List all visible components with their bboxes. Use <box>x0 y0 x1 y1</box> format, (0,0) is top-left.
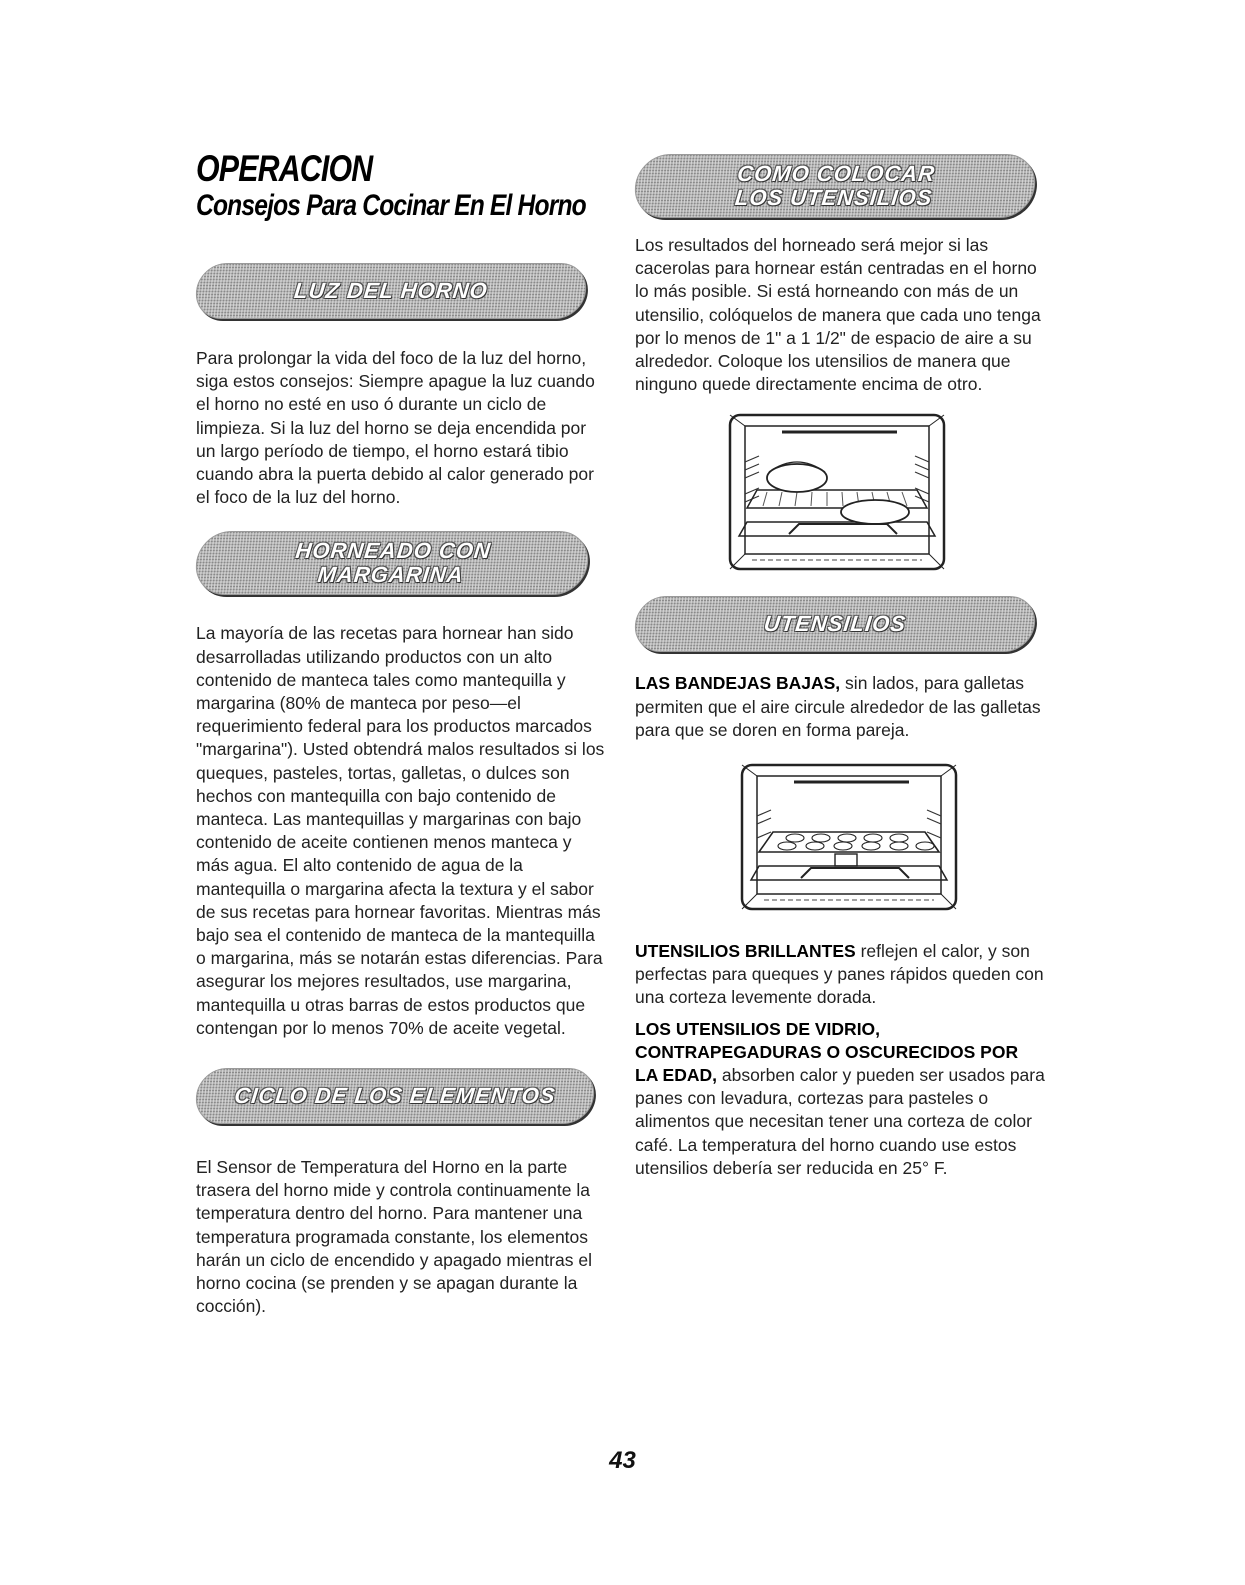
ciclo-text: El Sensor de Temperatura del Horno en la parte trasera del horno mide y controla continuamente la temperatura dentro del horno. Para mantener una temperatura programada constante, los elementos harán un ciclo de encendido y apagado mientras el horno cocina (se prenden y se apagan durante la cocción). <box>196 1157 592 1317</box>
brillantes-lead: UTENSILIOS BRILLANTES <box>635 941 856 962</box>
banner-ciclo-text: CICLO DE LOS ELEMENTOS <box>233 1083 557 1109</box>
banner-margarina-line2: MARGARINA <box>316 562 466 588</box>
banner-margarina-line1: HORNEADO CON <box>294 538 493 564</box>
banner-luz-del-horno-text: LUZ DEL HORNO <box>292 278 490 303</box>
oven-illustration-cookie-sheet <box>739 762 959 912</box>
banner-utensilios <box>632 596 1038 652</box>
margarina-text: La mayoría de las recetas para hornear han sido desarrolladas utilizando productos con un alto contenido de manteca tales como mantequilla y margarina (80% de manteca por peso—el requerimiento federal para los productos marcados "margarina"). Usted obtendrá malos resultados si los queques, pasteles, tortas, galletas, o dulces son hechos con mantequilla con bajo contenido de manteca. Las mantequillas y margarinas con bajo contenido de aceite contienen menos manteca y más agua. El alto contenido de agua de la mantequilla o margarina afecta la textura y el sabor de sus recetas para hornear favoritas. Mientras más bajo sea el contenido de manteca de la mantequilla o margarina, más se notarán estas diferencias. Para asegurar los mejores resultados, use margarina, mantequilla u otras barras de estos productos que contengan por lo menos 70% de aceite vegetal. <box>196 623 605 1038</box>
vidrio-text: absorben calor y pueden ser usados para panes con levadura, cortezas para pasteles o alimentos que necesitan tener una corteza de color café. La temperatura del horno cuando use estos utensilios debería ser reducida en 25° F. <box>635 1065 1045 1178</box>
bandejas-lead: LAS BANDEJAS BAJAS, <box>635 673 841 694</box>
banner-colocar-line2: LOS UTENSILIOS <box>733 185 934 210</box>
page-subtitle: Consejos Para Cocinar En El Horno <box>196 189 586 222</box>
luz-del-horno-text: Para prolongar la vida del foco de la luz del horno, siga estos consejos: Siempre apague la luz cuando el horno no esté en uso ó durante un ciclo de limpieza. Si la luz del horno se deja encendida por un largo período de tiempo, el horno estará tibio cuando abra la puerta debido al calor generado por el foco de la luz del horno. <box>196 348 595 508</box>
oven-illustration-two-pans <box>727 412 947 572</box>
banner-como-colocar-los-utensilios <box>632 154 1039 218</box>
page-number: 43 <box>609 1447 636 1474</box>
banner-ciclo-de-los-elementos <box>193 1068 597 1124</box>
left-column <box>196 150 608 1319</box>
banner-horneado-con-margarina <box>193 531 592 595</box>
banner-utensilios-text: UTENSILIOS <box>762 611 908 637</box>
page-title: OPERACION <box>196 148 373 189</box>
brillantes-paragraph <box>635 940 1045 1010</box>
banner-colocar-line1: COMO COLOCAR <box>736 161 937 186</box>
brillantes-text: reflejen el calor, y son perfectas para queques y panes rápidos queden con una corteza levemente dorada. <box>635 941 1044 1008</box>
bandejas-text: sin lados, para galletas permiten que el aire circule alrededor de las galletas para que se doren en forma pareja. <box>635 673 1041 740</box>
colocar-text: Los resultados del horneado será mejor si las cacerolas para hornear están centradas en el horno lo más posible. Si está horneando con más de un utensilio, colóquelos de manera que cada uno tenga por lo menos de 1" a 1 1/2" de espacio de aire a su alrededor. Coloque los utensilios de manera que ninguno quede directamente encima de otro. <box>635 235 1041 395</box>
vidrio-lead: LOS UTENSILIOS DE VIDRIO, CONTRAPEGADURAS O OSCURECIDOS POR LA EDAD, <box>635 1018 1019 1086</box>
banner-luz-del-horno <box>193 263 589 319</box>
bandejas-paragraph <box>635 672 1045 742</box>
vidrio-paragraph <box>635 1018 1045 1180</box>
right-column <box>635 150 1045 1180</box>
